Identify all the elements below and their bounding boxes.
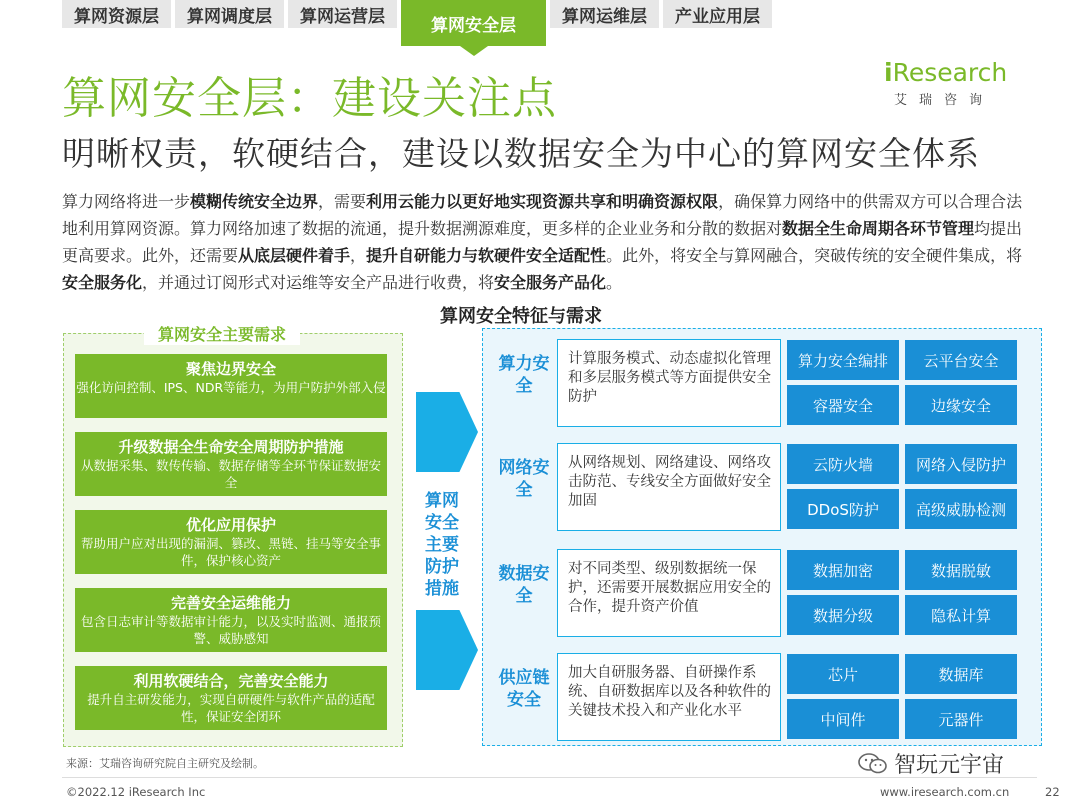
emphasis-text: 数据全生命周期各环节管理 [782, 219, 975, 238]
body-text-segment: 。 [606, 273, 623, 292]
need-desc: 从数据采集、数传传输、数据存储等全环节保证数据安全 [80, 458, 381, 490]
tab-operation-layer[interactable]: 算网运营层 [288, 0, 397, 28]
row-cell: 元器件 [905, 699, 1017, 739]
wechat-icon [858, 752, 888, 776]
logo-chinese-name: 艾瑞咨询 [894, 93, 995, 108]
row-cell: 数据加密 [787, 550, 899, 590]
emphasis-text: 从底层硬件着手 [238, 246, 351, 265]
features-heading: 算网安全特征与需求 [440, 306, 602, 327]
row-cell: 云防火墙 [787, 444, 899, 484]
need-desc: 提升自主研发能力，实现自研硬件与软件产品的适配性，保证安全闭环 [87, 692, 375, 724]
row-cell: 数据库 [905, 654, 1017, 694]
row-cell: 数据脱敏 [905, 550, 1017, 590]
tab-resource-layer[interactable]: 算网资源层 [62, 0, 171, 28]
need-title: 优化应用保护 [185, 516, 276, 534]
need-item [75, 510, 387, 574]
source-note: 来源：艾瑞咨询研究院自主研究及绘制。 [66, 757, 264, 770]
intro-paragraph [62, 188, 1032, 296]
tab-maintenance-layer[interactable]: 算网运维层 [550, 0, 659, 28]
arrow-shape [416, 610, 478, 690]
features-panel [482, 328, 1042, 746]
row-cell: 网络入侵防护 [905, 444, 1017, 484]
page-number: 22 [1045, 785, 1060, 799]
tab-scheduling-layer[interactable]: 算网调度层 [175, 0, 284, 28]
row-desc: 加大自研服务器、自研操作系统、自研数据库以及各种软件的关键技术投入和产业化水平 [557, 653, 781, 741]
row-cell: 高级威胁检测 [905, 489, 1017, 529]
row-cell: 边缘安全 [905, 385, 1017, 425]
feature-row [483, 435, 1043, 535]
row-cell: 中间件 [787, 699, 899, 739]
row-cell: DDoS防护 [787, 489, 899, 529]
wechat-label: 智玩元宇宙 [894, 753, 1005, 778]
need-item [75, 588, 387, 652]
iresearch-logo [884, 58, 1014, 108]
row-desc: 计算服务模式、动态虚拟化管理和多层服务模式等方面提供安全防护 [557, 339, 781, 427]
need-title: 升级数据全生命安全周期防护措施 [118, 438, 344, 456]
row-cell: 算力安全编排 [787, 340, 899, 380]
emphasis-text: 利用云能力以更好地实现资源共享和明确资源权限 [366, 192, 719, 211]
feature-row [483, 331, 1043, 431]
logo-wordmark: iResearch [884, 58, 1008, 87]
copyright: ©2022.12 iResearch Inc [66, 785, 206, 799]
need-title: 利用软硬结合，完善安全能力 [133, 672, 329, 690]
feature-row [483, 541, 1043, 641]
row-cell: 数据分级 [787, 595, 899, 635]
need-desc: 包含日志审计等数据审计能力，以及实时监测、通报预警、威胁感知 [80, 614, 381, 646]
row-cell: 隐私计算 [905, 595, 1017, 635]
tab-security-layer[interactable]: 算网安全层 [401, 0, 546, 46]
body-text-segment: 均提出更高要求。此外，还需要 [62, 219, 1023, 265]
page-subtitle: 明晰权责，软硬结合，建设以数据安全为中心的算网安全体系 [62, 134, 980, 173]
row-cell: 容器安全 [787, 385, 899, 425]
body-text-segment: ， [350, 246, 367, 265]
emphasis-text: 模糊传统安全边界 [190, 192, 319, 211]
main-needs-panel [63, 325, 403, 747]
body-text-segment: 。此外，将安全与算网融合，突破传统的安全硬件集成，将 [606, 246, 1023, 265]
body-text-segment: ，并通过订阅形式对运维等安全产品进行收费，将 [142, 273, 495, 292]
body-text-segment: 算力网络将进一步 [62, 192, 191, 211]
section-tabs [62, 0, 772, 36]
need-desc: 强化访问控制、IPS、NDR等能力，为用户防护外部入侵 [76, 380, 386, 395]
need-item [75, 666, 387, 730]
page-title: 算网安全层：建设关注点 [62, 73, 557, 124]
need-item [75, 432, 387, 496]
row-cell: 芯片 [787, 654, 899, 694]
body-text-segment: ，确保算力网络中的供需双方可以合理合法地利用算网资源。算力网络加速了数据的流通，提升数据溯源难度，更多样的企业业务和分散的数据对 [62, 192, 1023, 238]
tab-application-layer[interactable]: 产业应用层 [663, 0, 772, 28]
feature-row [483, 645, 1043, 745]
main-needs-heading: 算网安全主要需求 [144, 322, 300, 345]
emphasis-text: 提升自研能力与软硬件安全适配性 [366, 246, 607, 265]
need-item [75, 354, 387, 418]
emphasis-text: 安全服务产品化 [494, 273, 607, 292]
emphasis-text: 安全服务化 [62, 273, 143, 292]
row-label: 供应链安全 [498, 668, 550, 710]
row-desc: 从网络规划、网络建设、网络攻击防范、专线安全方面做好安全加固 [557, 443, 781, 531]
protection-measures-label: 算网安全主要防护措施 [425, 491, 459, 599]
wechat-watermark [858, 748, 1004, 779]
body-text-segment: ，需要 [318, 192, 367, 211]
row-cell: 云平台安全 [905, 340, 1017, 380]
need-desc: 帮助用户应对出现的漏洞、篡改、黑链、挂马等安全事件，保护核心资产 [80, 536, 381, 568]
need-title: 聚焦边界安全 [185, 360, 276, 378]
row-label: 数据安全 [498, 564, 550, 606]
row-desc: 对不同类型、级别数据统一保护，还需要开展数据应用安全的合作，提升资产价值 [557, 549, 781, 637]
row-label: 算力安全 [498, 354, 550, 396]
arrow-shape [416, 392, 478, 472]
website-link[interactable]: www.iresearch.com.cn [880, 785, 1010, 799]
need-title: 完善安全运维能力 [170, 594, 291, 612]
row-label: 网络安全 [498, 458, 550, 500]
